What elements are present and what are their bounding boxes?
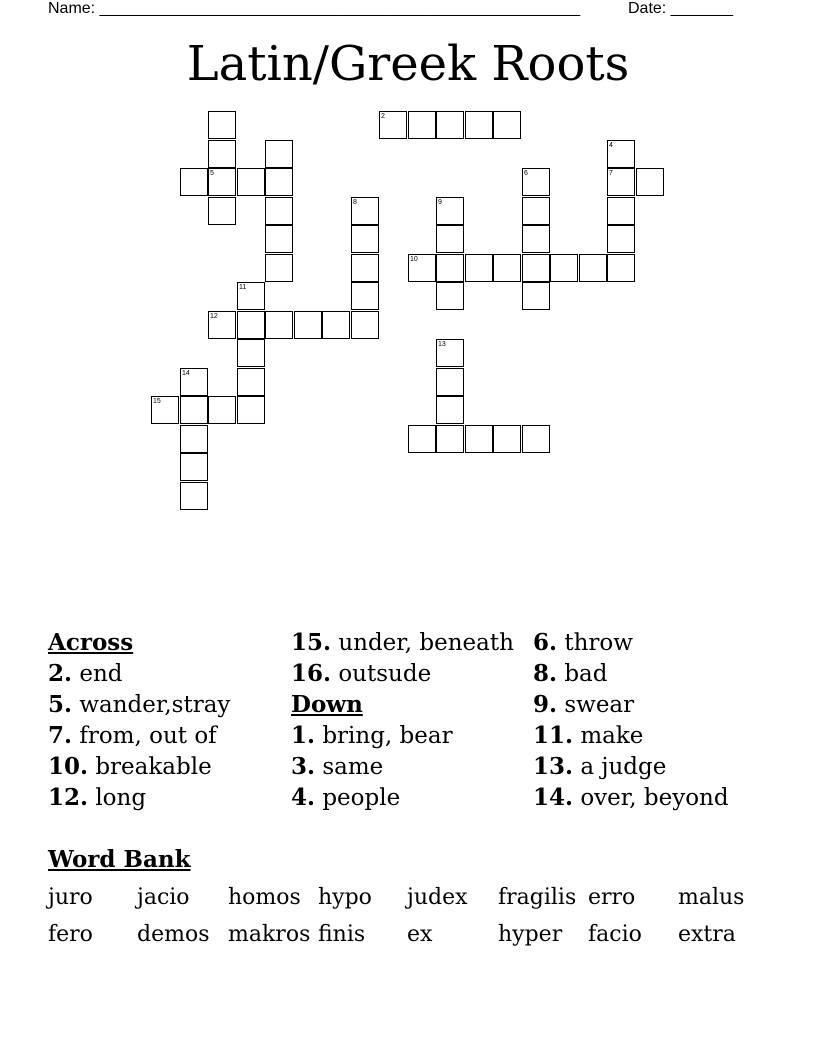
crossword-cell[interactable]	[180, 368, 208, 396]
clue-number: 9.	[533, 691, 558, 718]
clue-text: people	[315, 785, 401, 811]
cell-number: 6	[524, 170, 528, 177]
word-bank-item: malus	[678, 885, 745, 910]
cell-number: 14	[182, 370, 190, 377]
crossword-cell[interactable]	[436, 339, 464, 367]
clues-column-2	[291, 630, 526, 816]
crossword-cell[interactable]	[265, 225, 293, 253]
word-bank-item: homos	[228, 885, 301, 910]
crossword-cell[interactable]	[180, 425, 208, 453]
crossword-cell[interactable]	[436, 368, 464, 396]
crossword-cell[interactable]	[180, 482, 208, 510]
word-bank-item: demos	[137, 922, 210, 947]
down-clue	[291, 723, 526, 754]
down-clue	[533, 661, 768, 692]
clue-text: make	[573, 723, 644, 749]
clue-number: 14.	[533, 784, 574, 811]
crossword-cell[interactable]	[522, 282, 550, 310]
crossword-cell[interactable]	[465, 425, 493, 453]
clue-text: bring, bear	[315, 723, 453, 749]
word-bank-item: finis	[318, 922, 366, 947]
crossword-cell[interactable]	[493, 425, 521, 453]
crossword-cell[interactable]	[436, 111, 464, 139]
crossword-cell[interactable]	[208, 396, 236, 424]
cell-number: 12	[210, 313, 218, 320]
word-bank-item: fero	[48, 922, 93, 947]
crossword-cell[interactable]	[408, 111, 436, 139]
crossword-cell[interactable]	[237, 168, 265, 196]
crossword-cell[interactable]	[607, 197, 635, 225]
crossword-cell[interactable]	[408, 254, 436, 282]
crossword-cell[interactable]	[322, 311, 350, 339]
across-clue	[48, 692, 283, 723]
crossword-cell[interactable]	[550, 254, 578, 282]
down-clue	[533, 692, 768, 723]
clue-number: 6.	[533, 629, 558, 656]
cell-number: 8	[353, 199, 357, 206]
date-field-label: Date: _______	[628, 0, 733, 17]
clue-text: breakable	[88, 754, 212, 780]
across-clue	[291, 630, 526, 661]
crossword-cell[interactable]	[436, 282, 464, 310]
down-clue	[291, 754, 526, 785]
cell-number: 2	[381, 113, 385, 120]
crossword-cell[interactable]	[522, 254, 550, 282]
crossword-cell[interactable]	[436, 396, 464, 424]
crossword-cell[interactable]	[265, 168, 293, 196]
clue-number: 8.	[533, 660, 558, 687]
word-bank-item: makros	[228, 922, 311, 947]
clue-text: long	[88, 785, 147, 811]
across-clue	[291, 661, 526, 692]
crossword-cell[interactable]	[265, 197, 293, 225]
word-bank-item: judex	[407, 885, 468, 910]
crossword-cell[interactable]	[151, 396, 179, 424]
crossword-cell[interactable]	[607, 168, 635, 196]
across-clue	[48, 754, 283, 785]
clue-text: throw	[557, 630, 633, 656]
clue-number: 4.	[291, 784, 316, 811]
crossword-cell[interactable]	[465, 111, 493, 139]
crossword-cell[interactable]	[351, 254, 379, 282]
clue-number: 12.	[48, 784, 89, 811]
crossword-cell[interactable]	[607, 140, 635, 168]
clue-number: 1.	[291, 722, 316, 749]
cell-number: 4	[609, 142, 613, 149]
crossword-cell[interactable]	[436, 225, 464, 253]
crossword-cell[interactable]	[180, 453, 208, 481]
clues-column-3	[533, 630, 768, 816]
cell-number: 13	[438, 341, 446, 348]
name-field-label: Name: ______________________________________________________	[48, 0, 581, 17]
clue-number: 13.	[533, 753, 574, 780]
word-bank-item: hyper	[498, 922, 563, 947]
cell-number: 10	[410, 256, 418, 263]
word-bank-item: erro	[588, 885, 636, 910]
crossword-cell[interactable]	[208, 168, 236, 196]
crossword-cell[interactable]	[607, 254, 635, 282]
crossword-cell[interactable]	[351, 225, 379, 253]
crossword-cell[interactable]	[351, 282, 379, 310]
down-clue	[533, 785, 768, 816]
cell-number: 9	[438, 199, 442, 206]
crossword-cell[interactable]	[265, 140, 293, 168]
clue-number: 10.	[48, 753, 89, 780]
clue-text: a judge	[573, 754, 667, 780]
crossword-cell[interactable]	[237, 368, 265, 396]
crossword-cell[interactable]	[237, 282, 265, 310]
crossword-cell[interactable]	[607, 225, 635, 253]
crossword-cell[interactable]	[493, 111, 521, 139]
clue-text: from, out of	[72, 723, 217, 749]
word-bank-item: facio	[588, 922, 642, 947]
down-clue	[533, 723, 768, 754]
clue-number: 11.	[533, 722, 574, 749]
crossword-cell[interactable]	[465, 254, 493, 282]
crossword-cell[interactable]	[579, 254, 607, 282]
page-title: Latin/Greek Roots	[186, 36, 630, 92]
cell-number: 11	[239, 284, 247, 291]
clue-number: 2.	[48, 660, 73, 687]
down-clue	[291, 785, 526, 816]
crossword-cell[interactable]	[237, 311, 265, 339]
crossword-cell[interactable]	[408, 425, 436, 453]
crossword-cell[interactable]	[208, 111, 236, 139]
word-bank-item: jacio	[137, 885, 190, 910]
clue-number: 5.	[48, 691, 73, 718]
crossword-cell[interactable]	[208, 311, 236, 339]
word-bank-item: fragilis	[498, 885, 577, 910]
clues-column-1	[48, 630, 283, 816]
clue-text: bad	[557, 661, 608, 687]
clue-text: over, beyond	[573, 785, 729, 811]
crossword-cell[interactable]	[379, 111, 407, 139]
crossword-cell[interactable]	[237, 396, 265, 424]
crossword-cell[interactable]	[436, 197, 464, 225]
clue-number: 15.	[291, 629, 332, 656]
crossword-cell[interactable]	[436, 425, 464, 453]
crossword-cell[interactable]	[436, 254, 464, 282]
crossword-cell[interactable]	[522, 168, 550, 196]
across-heading: Across	[48, 629, 134, 656]
word-bank-item: ex	[407, 922, 433, 947]
crossword-cell[interactable]	[265, 254, 293, 282]
down-clue	[533, 754, 768, 785]
crossword-cell[interactable]	[208, 140, 236, 168]
crossword-cell[interactable]	[493, 254, 521, 282]
cell-number: 15	[153, 398, 161, 405]
clue-number: 16.	[291, 660, 332, 687]
crossword-cell[interactable]	[265, 311, 293, 339]
across-clue	[48, 661, 283, 692]
crossword-cell[interactable]	[351, 197, 379, 225]
clue-number: 7.	[48, 722, 73, 749]
word-bank-item: extra	[678, 922, 736, 947]
crossword-cell[interactable]	[522, 225, 550, 253]
crossword-cell[interactable]	[237, 339, 265, 367]
crossword-cell[interactable]	[180, 168, 208, 196]
across-clue	[48, 785, 283, 816]
cell-number: 5	[210, 170, 214, 177]
clue-text: outsude	[331, 661, 432, 687]
word-bank-title: Word Bank	[48, 846, 191, 873]
down-clue	[533, 630, 768, 661]
crossword-cell[interactable]	[208, 197, 236, 225]
clue-text: same	[315, 754, 384, 780]
clue-text: wander,stray	[72, 692, 231, 718]
clue-text: under, beneath	[331, 630, 514, 656]
across-clue	[48, 723, 283, 754]
crossword-cell[interactable]	[522, 197, 550, 225]
crossword-cell[interactable]	[351, 311, 379, 339]
crossword-cell[interactable]	[180, 396, 208, 424]
crossword-cell[interactable]	[636, 168, 664, 196]
crossword-cell[interactable]	[522, 425, 550, 453]
word-bank-item: juro	[48, 885, 93, 910]
clue-text: swear	[557, 692, 635, 718]
cell-number: 7	[609, 170, 613, 177]
clue-number: 3.	[291, 753, 316, 780]
clue-text: end	[72, 661, 123, 687]
down-heading: Down	[291, 691, 363, 718]
crossword-cell[interactable]	[294, 311, 322, 339]
word-bank-item: hypo	[318, 885, 372, 910]
